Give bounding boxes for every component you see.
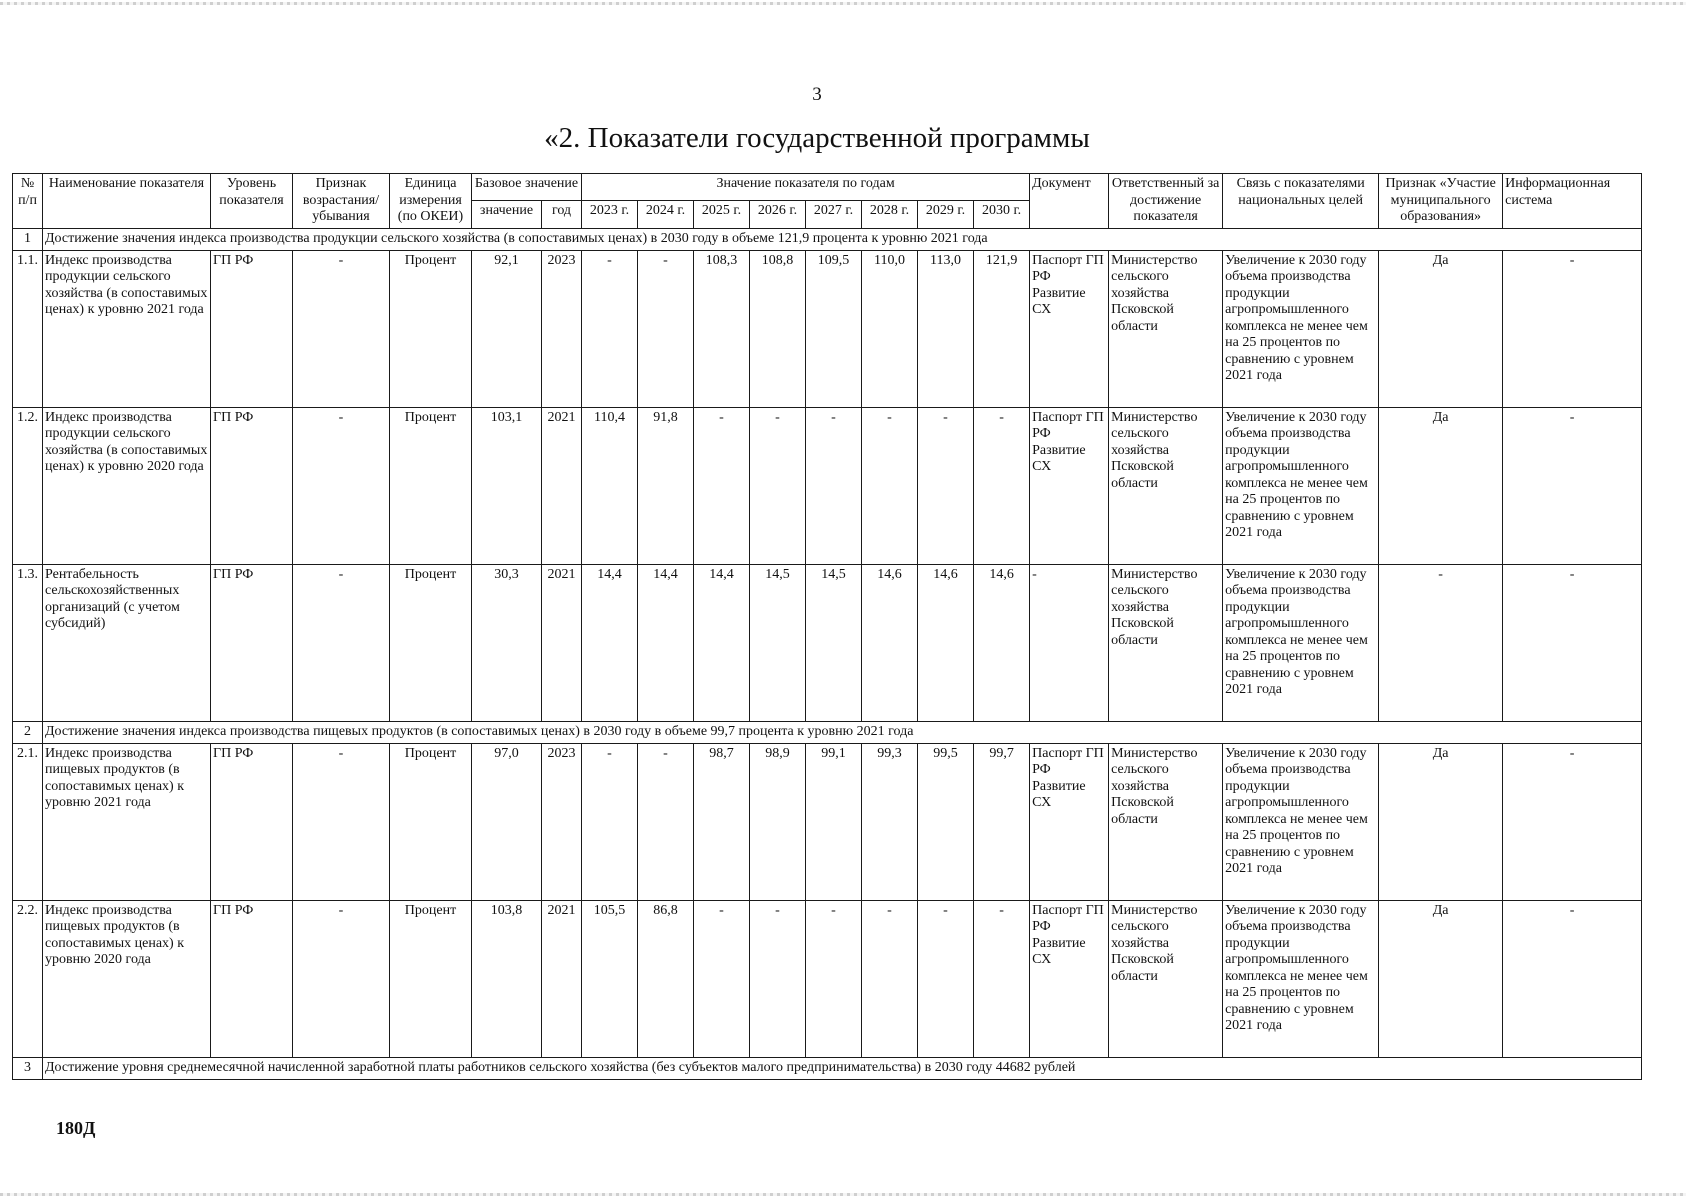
year-value: 99,7	[974, 743, 1030, 900]
section-row	[13, 228, 1642, 250]
responsible: Министерство сельского хозяйства Псковской области	[1109, 250, 1223, 407]
year-value: 110,0	[862, 250, 918, 407]
year-value: 109,5	[806, 250, 862, 407]
base-year: 2023	[542, 250, 582, 407]
national-goal-link: Увеличение к 2030 году объема производства продукции агропромышленного комплекса не менее чем на 25 процентов по сравнению с уровнем 2021 года	[1223, 250, 1379, 407]
municipal-flag: -	[1379, 564, 1503, 721]
header-responsible: Ответственный за достижение показателя	[1109, 174, 1223, 229]
header-year: 2026 г.	[750, 201, 806, 228]
year-value: 99,1	[806, 743, 862, 900]
header-municipal: Признак «Участие муниципального образования»	[1379, 174, 1503, 229]
header-year: 2030 г.	[974, 201, 1030, 228]
header-year: 2028 г.	[862, 201, 918, 228]
base-value: 97,0	[472, 743, 542, 900]
base-year: 2021	[542, 900, 582, 1057]
indicator-name: Индекс производства пищевых продуктов (в сопоставимых ценах) к уровню 2021 года	[43, 743, 211, 900]
indicator-trend: -	[293, 407, 390, 564]
year-value: -	[638, 250, 694, 407]
year-value: -	[974, 900, 1030, 1057]
year-value: 14,4	[694, 564, 750, 721]
section-title: Достижение уровня среднемесячной начисленной заработной платы работников сельского хозяйства (без субъектов малого предпринимательства) в 2030 году 44682 рублей	[43, 1057, 1642, 1079]
year-value: 121,9	[974, 250, 1030, 407]
header-years-group: Значение показателя по годам	[582, 174, 1030, 201]
year-value: -	[694, 407, 750, 564]
section-num: 3	[13, 1057, 43, 1079]
page-title: «2. Показатели государственной программы	[544, 122, 1090, 154]
indicator-unit: Процент	[390, 743, 472, 900]
header-year: 2029 г.	[918, 201, 974, 228]
table-row	[13, 900, 1642, 1057]
indicator-unit: Процент	[390, 407, 472, 564]
indicator-unit: Процент	[390, 900, 472, 1057]
header-base: Базовое значение	[472, 174, 582, 201]
table-row	[13, 250, 1642, 407]
year-value: -	[638, 743, 694, 900]
national-goal-link: Увеличение к 2030 году объема производства продукции агропромышленного комплекса не менее чем на 25 процентов по сравнению с уровнем 2021 года	[1223, 564, 1379, 721]
row-num: 2.2.	[13, 900, 43, 1057]
base-value: 92,1	[472, 250, 542, 407]
indicator-level: ГП РФ	[211, 250, 293, 407]
footer-code: 180Д	[56, 1118, 96, 1138]
responsible: Министерство сельского хозяйства Псковской области	[1109, 900, 1223, 1057]
section-title: Достижение значения индекса производства пищевых продуктов (в сопоставимых ценах) в 2030 году в объеме 99,7 процента к уровню 2021 года	[43, 721, 1642, 743]
year-value: 14,6	[974, 564, 1030, 721]
section-title: Достижение значения индекса производства продукции сельского хозяйства (в сопоставимых ценах) в 2030 году в объеме 121,9 процента к уровню 2021 года	[43, 228, 1642, 250]
info-system: -	[1503, 900, 1642, 1057]
municipal-flag: Да	[1379, 743, 1503, 900]
document: Паспорт ГП РФ Развитие СХ	[1030, 743, 1109, 900]
document: Паспорт ГП РФ Развитие СХ	[1030, 250, 1109, 407]
base-value: 103,8	[472, 900, 542, 1057]
header-year: 2024 г.	[638, 201, 694, 228]
info-system: -	[1503, 564, 1642, 721]
document: -	[1030, 564, 1109, 721]
year-value: -	[974, 407, 1030, 564]
scan-edge-top	[0, 2, 1686, 5]
header-link: Связь с показателями национальных целей	[1223, 174, 1379, 229]
header-num: № п/п	[13, 174, 43, 229]
document: Паспорт ГП РФ Развитие СХ	[1030, 900, 1109, 1057]
year-value: 105,5	[582, 900, 638, 1057]
indicator-name: Индекс производства пищевых продуктов (в сопоставимых ценах) к уровню 2020 года	[43, 900, 211, 1057]
section-num: 2	[13, 721, 43, 743]
year-value: -	[862, 407, 918, 564]
year-value: -	[806, 900, 862, 1057]
info-system: -	[1503, 743, 1642, 900]
table-row	[13, 564, 1642, 721]
municipal-flag: Да	[1379, 900, 1503, 1057]
year-value: -	[750, 407, 806, 564]
table-row	[13, 743, 1642, 900]
base-year: 2021	[542, 564, 582, 721]
indicator-name: Индекс производства продукции сельского хозяйства (в сопоставимых ценах) к уровню 2021 года	[43, 250, 211, 407]
indicator-level: ГП РФ	[211, 407, 293, 564]
base-value: 30,3	[472, 564, 542, 721]
year-value: -	[862, 900, 918, 1057]
indicators-table	[12, 173, 1642, 1080]
header-trend: Признак возрастания/ убывания	[293, 174, 390, 229]
year-value: 108,8	[750, 250, 806, 407]
responsible: Министерство сельского хозяйства Псковской области	[1109, 564, 1223, 721]
document: Паспорт ГП РФ Развитие СХ	[1030, 407, 1109, 564]
year-value: 98,9	[750, 743, 806, 900]
header-year: 2023 г.	[582, 201, 638, 228]
indicator-unit: Процент	[390, 564, 472, 721]
year-value: 110,4	[582, 407, 638, 564]
header-row-1	[13, 174, 1642, 201]
year-value: 91,8	[638, 407, 694, 564]
year-value: 14,5	[750, 564, 806, 721]
base-value: 103,1	[472, 407, 542, 564]
info-system: -	[1503, 407, 1642, 564]
year-value: -	[582, 743, 638, 900]
base-year: 2021	[542, 407, 582, 564]
year-value: -	[806, 407, 862, 564]
year-value: 14,5	[806, 564, 862, 721]
national-goal-link: Увеличение к 2030 году объема производства продукции агропромышленного комплекса не менее чем на 25 процентов по сравнению с уровнем 2021 года	[1223, 407, 1379, 564]
national-goal-link: Увеличение к 2030 году объема производства продукции агропромышленного комплекса не менее чем на 25 процентов по сравнению с уровнем 2021 года	[1223, 900, 1379, 1057]
row-num: 1.2.	[13, 407, 43, 564]
indicator-level: ГП РФ	[211, 900, 293, 1057]
header-base-year: год	[542, 201, 582, 228]
section-row	[13, 1057, 1642, 1079]
header-info-system: Информационная система	[1503, 174, 1642, 229]
year-value: 98,7	[694, 743, 750, 900]
indicator-name: Индекс производства продукции сельского хозяйства (в сопоставимых ценах) к уровню 2020 года	[43, 407, 211, 564]
responsible: Министерство сельского хозяйства Псковской области	[1109, 407, 1223, 564]
header-level: Уровень показателя	[211, 174, 293, 229]
header-name: Наименование показателя	[43, 174, 211, 229]
row-num: 1.3.	[13, 564, 43, 721]
indicator-level: ГП РФ	[211, 743, 293, 900]
indicator-level: ГП РФ	[211, 564, 293, 721]
year-value: 113,0	[918, 250, 974, 407]
year-value: 14,6	[918, 564, 974, 721]
indicator-trend: -	[293, 564, 390, 721]
year-value: -	[694, 900, 750, 1057]
header-year: 2027 г.	[806, 201, 862, 228]
year-value: 14,6	[862, 564, 918, 721]
indicator-unit: Процент	[390, 250, 472, 407]
header-year: 2025 г.	[694, 201, 750, 228]
section-row	[13, 721, 1642, 743]
year-value: -	[750, 900, 806, 1057]
info-system: -	[1503, 250, 1642, 407]
indicator-trend: -	[293, 743, 390, 900]
year-value: 99,3	[862, 743, 918, 900]
year-value: 14,4	[638, 564, 694, 721]
municipal-flag: Да	[1379, 250, 1503, 407]
base-year: 2023	[542, 743, 582, 900]
row-num: 2.1.	[13, 743, 43, 900]
year-value: -	[582, 250, 638, 407]
municipal-flag: Да	[1379, 407, 1503, 564]
year-value: 14,4	[582, 564, 638, 721]
indicator-name: Рентабельность сельскохозяйственных организаций (с учетом субсидий)	[43, 564, 211, 721]
table-row	[13, 407, 1642, 564]
page-number: 3	[812, 84, 822, 105]
header-base-value: значение	[472, 201, 542, 228]
national-goal-link: Увеличение к 2030 году объема производства продукции агропромышленного комплекса не менее чем на 25 процентов по сравнению с уровнем 2021 года	[1223, 743, 1379, 900]
year-value: -	[918, 407, 974, 564]
row-num: 1.1.	[13, 250, 43, 407]
year-value: -	[918, 900, 974, 1057]
section-num: 1	[13, 228, 43, 250]
year-value: 99,5	[918, 743, 974, 900]
header-document: Документ	[1030, 174, 1109, 229]
header-unit: Единица измерения (по ОКЕИ)	[390, 174, 472, 229]
scan-edge-bottom	[0, 1193, 1686, 1196]
responsible: Министерство сельского хозяйства Псковской области	[1109, 743, 1223, 900]
year-value: 108,3	[694, 250, 750, 407]
indicator-trend: -	[293, 900, 390, 1057]
indicator-trend: -	[293, 250, 390, 407]
year-value: 86,8	[638, 900, 694, 1057]
